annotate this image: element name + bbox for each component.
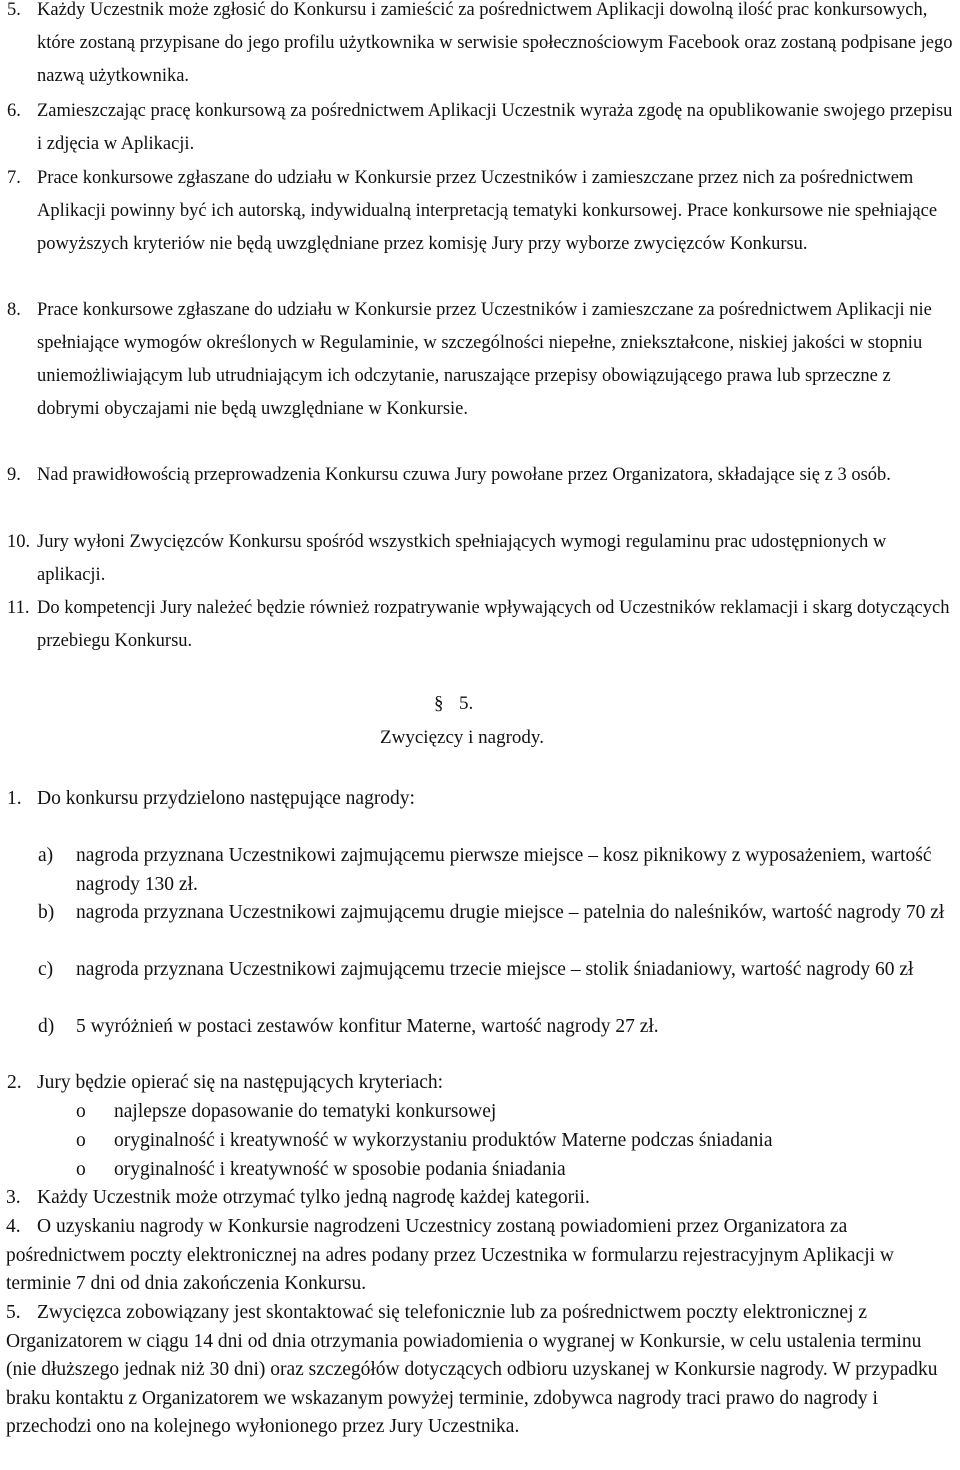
paragraph-8 <box>0 294 960 426</box>
paragraph-text: Zwycięzca zobowiązany jest skontaktować się telefonicznie lub za pośrednictwem poczty elektronicznej z Organizatorem w ciągu 14 dni od dnia otrzymania powiadomienia o wygranej w Konkursie, w celu ustalenia terminu (nie dłuższego jednak niż 30 dni) oraz szczegółów dotyczących odbioru uzyskanej w Konkursie nagrody. W przypadku braku kontaktu z Organizatorem we wskazanym powyżej terminie, zdobywca nagrody traci prawo do nagrody i przechodzi ono na kolejnego wyłonionego przez Jury Uczestnika. <box>6 1302 938 1437</box>
paragraph-number: 6. <box>7 101 21 121</box>
criteria-intro <box>0 1068 960 1097</box>
list-marker: d) <box>38 1016 55 1037</box>
criteria-item <box>76 1155 956 1184</box>
paragraph-7 <box>0 162 960 261</box>
paragraph-text: Prace konkursowe zgłaszane do udziału w Konkursie przez Uczestników i zamieszczane przez nich za pośrednictwem Aplikacji powinny być ich autorską, indywidualną interpretacją tematyki konkursowej. Prace konkursowe nie spełniające powyższych kryteriów nie będą uwzględniane przez komisję Jury przy wyborze zwycięzców Konkursu. <box>37 168 938 254</box>
prize-item-d <box>38 1012 960 1041</box>
paragraph-text: Do konkursu przydzielono następujące nagrody: <box>37 788 415 809</box>
list-marker: c) <box>38 959 54 980</box>
criteria-item <box>76 1126 956 1155</box>
list-item-text: 5 wyróżnień w postaci zestawów konfitur Materne, wartość nagrody 27 zł. <box>76 1016 659 1037</box>
paragraph-text: O uzyskaniu nagrody w Konkursie nagrodzeni Uczestnicy zostaną powiadomieni przez Organizatora za pośrednictwem poczty elektronicznej na adres podany przez Uczestnika w formularzu rejestracyjnym Aplikacji w terminie 7 dni od dnia zakończenia Konkursu. <box>6 1216 894 1294</box>
paragraph-10 <box>0 526 960 592</box>
list-marker: a) <box>38 845 54 866</box>
paragraph-6 <box>0 95 960 161</box>
section-title: Zwycięzcy i nagrody. <box>380 727 544 748</box>
prize-item-c <box>38 955 960 984</box>
paragraph-5 <box>0 0 960 93</box>
paragraph-number: 9. <box>7 465 21 485</box>
paragraph-text: Jury będzie opierać się na następujących kryteriach: <box>37 1072 444 1093</box>
bullet-marker: o <box>76 1101 86 1122</box>
paragraph-number: 4. <box>6 1216 21 1237</box>
paragraph-text: Do kompetencji Jury należeć będzie również rozpatrywanie wpływających od Uczestników reklamacji i skarg dotyczących przebiegu Konkursu. <box>37 598 950 651</box>
paragraph-text: Każdy Uczestnik może otrzymać tylko jedną nagrodę każdej kategorii. <box>37 1187 590 1208</box>
paragraph-number: 11. <box>7 598 30 618</box>
paragraph-11 <box>0 592 960 658</box>
section-sign: § <box>434 693 444 714</box>
paragraph-number: 1. <box>7 788 22 809</box>
list-marker: b) <box>38 902 55 923</box>
paragraph-text: Nad prawidłowością przeprowadzenia Konkursu czuwa Jury powołane przez Organizatora, składające się z 3 osób. <box>37 465 891 485</box>
list-item-text: najlepsze dopasowanie do tematyki konkursowej <box>114 1101 497 1122</box>
list-item-text: nagroda przyznana Uczestnikowi zajmującemu drugie miejsce – patelnia do naleśników, wartość nagrody 70 zł <box>76 902 945 923</box>
paragraph-text: Zamieszczając pracę konkursową za pośrednictwem Aplikacji Uczestnik wyraża zgodę na opublikowanie swojego przepisu i zdjęcia w Aplikacji. <box>37 101 953 154</box>
paragraph-number: 8. <box>7 300 21 320</box>
prizes-intro <box>0 782 960 815</box>
paragraph-number: 2. <box>7 1072 22 1093</box>
paragraph-number: 10. <box>7 532 31 552</box>
bullet-marker: o <box>76 1130 86 1151</box>
paragraph-text: Prace konkursowe zgłaszane do udziału w Konkursie przez Uczestników i zamieszczane za pośrednictwem Aplikacji nie spełniające wymogów określonych w Regulaminie, w szczególności niepełne, zniekształcone, niskiej jakości w stopniu uniemożliwiającym lub utrudniającym ich odczytanie, naruszające przepisy obowiązującego prawa lub sprzeczne z dobrymi obyczajami nie będą uwzględniane w Konkursie. <box>37 300 932 419</box>
bullet-marker: o <box>76 1159 86 1180</box>
paragraph-9 <box>0 459 960 492</box>
list-item-text: nagroda przyznana Uczestnikowi zajmującemu trzecie miejsce – stolik śniadaniowy, wartość nagrody 60 zł <box>76 959 914 980</box>
paragraph-number: 3. <box>6 1187 21 1208</box>
paragraph-text: Jury wyłoni Zwycięzców Konkursu spośród wszystkich spełniających wymogi regulaminu prac udostępnionych w aplikacji. <box>37 532 887 585</box>
prize-item-a <box>38 841 960 899</box>
list-item-text: oryginalność i kreatywność w wykorzystaniu produktów Materne podczas śniadania <box>114 1130 773 1151</box>
section-number: 5. <box>459 693 474 714</box>
paragraph-text: Każdy Uczestnik może zgłosić do Konkursu i zamieścić za pośrednictwem Aplikacji dowolną ilość prac konkursowych, które zostaną przypisane do jego profilu użytkownika w serwisie społecznościowym Facebook oraz zostaną podpisane jego nazwą użytkownika. <box>37 0 953 86</box>
paragraph-3-bottom <box>6 1184 956 1213</box>
criteria-item <box>76 1097 956 1126</box>
paragraph-5-bottom <box>6 1299 956 1442</box>
prize-item-b <box>38 898 960 927</box>
paragraph-number: 7. <box>7 168 21 188</box>
list-item-text: nagroda przyznana Uczestnikowi zajmującemu pierwsze miejsce – kosz piknikowy z wyposażeniem, wartość nagrody 130 zł. <box>76 845 932 895</box>
paragraph-4-bottom <box>6 1213 956 1299</box>
paragraph-number: 5. <box>7 0 21 20</box>
list-item-text: oryginalność i kreatywność w sposobie podania śniadania <box>114 1159 566 1180</box>
paragraph-number: 5. <box>6 1302 21 1323</box>
